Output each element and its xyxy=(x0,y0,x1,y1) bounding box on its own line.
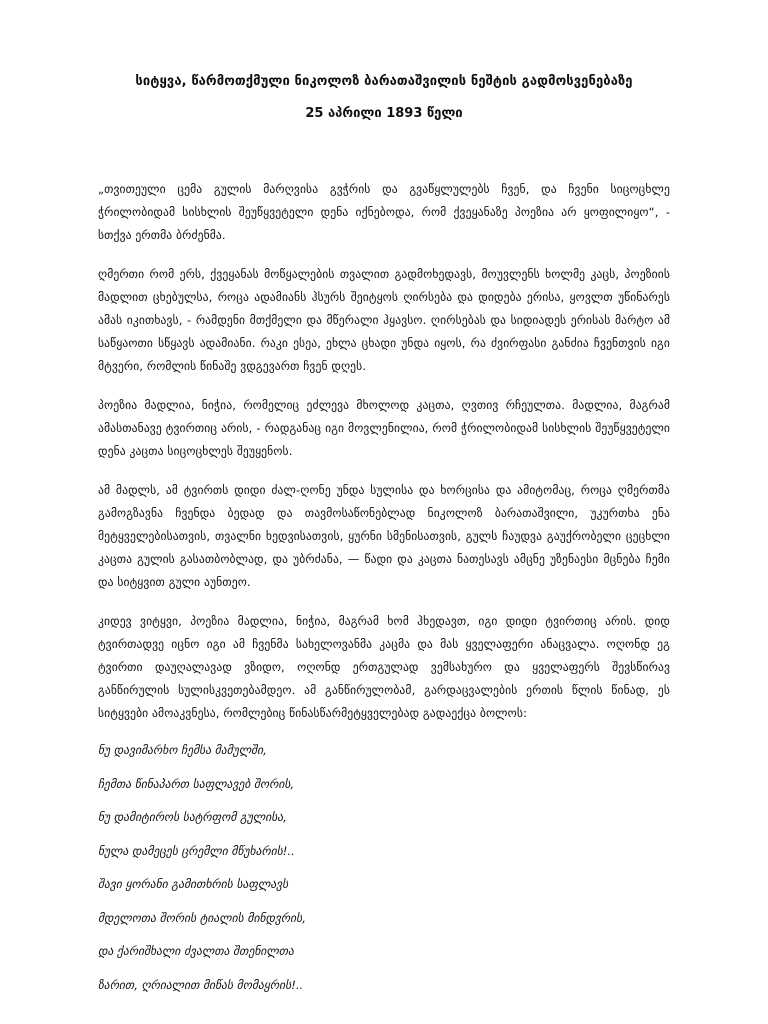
verse-line: და ქარიშხალი ძვალთა შთენილთა xyxy=(98,944,294,958)
paragraph-3: პოეზია მადლია, ნიჭია, რომელიც ეძლევა მხოლოდ კაცთა, ღვთივ რჩეულთა. მადლია, მაგრამ ამასთანავე ტვირთიც არის, - რადგანაც იგი მოვლენილია, რომ ჭრილობიდამ სისხლის შეუწყვეტელი დენა კაცთა სიცოცხლეს შეუყენოს. xyxy=(98,398,670,458)
verse-line: ნულა დამეცეს ცრემლი მწუხარის!.. xyxy=(98,843,295,858)
document-body xyxy=(98,178,670,1009)
poem-verse xyxy=(98,741,670,994)
document-title: სიტყვა, წარმოთქმული ნიკოლოზ ბარათაშვილის ნეშტის გადმოსვენებაზე xyxy=(135,74,633,89)
verse-line: ნუ დავიმარხო ჩემსა მამულში, xyxy=(98,743,267,757)
verse-line: ჩემთა წინაპართ საფლავებ შორის, xyxy=(98,776,295,791)
verse-line: ზარით, ღრიალით მიწას მომაყრის!.. xyxy=(98,977,304,992)
document-date: 25 აპრილი 1893 წელი xyxy=(305,106,463,121)
paragraph-5: კიდევ ვიტყვი, პოეზია მადლია, ნიჭია, მაგრამ ხომ ჰხედავთ, იგი დიდი ტვირთიც არის. დიდ ტვირთადვე იცნო იგი ამ ჩვენმა სახელოვანმა კაცმა და მას ყველაფერი ანაცვალა. ოღონდ ეგ ტვირთი დაუღალავად ვზიდო, ოღონდ ერთგულად ვემსახურო და ყველაფერს შევსწირავ განწირულის სულისკვეთებამდეო. ამ განწირულობამ, გარდაცვალების ერთის წლის წინად, ეს სიტყვები ამოაკვნესა, რომლებიც წინასწარმეტყველებად გადაექცა ბოლოს: xyxy=(98,614,670,720)
verse-line: ნუ დამიტიროს სატრფომ გულისა, xyxy=(98,810,287,824)
paragraph-4: ამ მადლს, ამ ტვირთს დიდი ძალ-ღონე უნდა სულისა და ხორცისა და ამიტომაც, როცა ღმერთმა გამოგზავნა ჩვენდა ბედად და თავმოსაწონებლად ნიკოლოზ ბარათაშვილი, უკურთხა ენა მეტყველებისათვის, თვალნი ხედვისათვის, ყურნი სმენისათვის, გულს ჩაუდვა გაუქრობელი ცეცხლი კაცთა გულის გასათბობლად, და უბრძანა, — წადი და კაცთა ნათესავს ამცნე უზენაესი მცნება ჩემი და სიტყვით გული აუნთეო. xyxy=(98,483,670,589)
paragraph-1: „თვითეული ცემა გულის მარღვისა გვჭრის და გვაწყლულებს ჩვენ, და ჩვენი სიცოცხლე ჭრილობიდამ სისხლის შეუწყვეტელი დენა იქნებოდა, რომ ქვეყანაზე პოეზია არ ყოფილიყო“, - სთქვა ერთმა ბრძენმა. xyxy=(98,182,670,242)
verse-line: მდელოთა შორის ტიალის მინდვრის, xyxy=(98,910,306,925)
verse-line: შავი ყორანი გამითხრის საფლავს xyxy=(98,877,289,891)
paragraph-2: ღმერთი რომ ერს, ქვეყანას მოწყალების თვალით გადმოხედავს, მოუვლენს ხოლმე კაცს, პოეზიის მადლით ცხებულსა, როცა ადამიანს ჰსურს შეიტყოს ღირსება და დიდება ერისა, ყოვლთ უწინარეს ამას იკითხავს, - რამდენი მთქმელი და მწერალი ჰყავსო. ღირსებას და სიდიადეს ერისას მარტო ამ საწყაოთი სწყავს ადამიანი. რაკი ესეა, ეხლა ცხადი უნდა იყოს, რა ძვირფასი განძია ჩვენთვის იგი მტვერი, რომლის წინაშე ვდგევართ ჩვენ დღეს. xyxy=(98,267,670,373)
